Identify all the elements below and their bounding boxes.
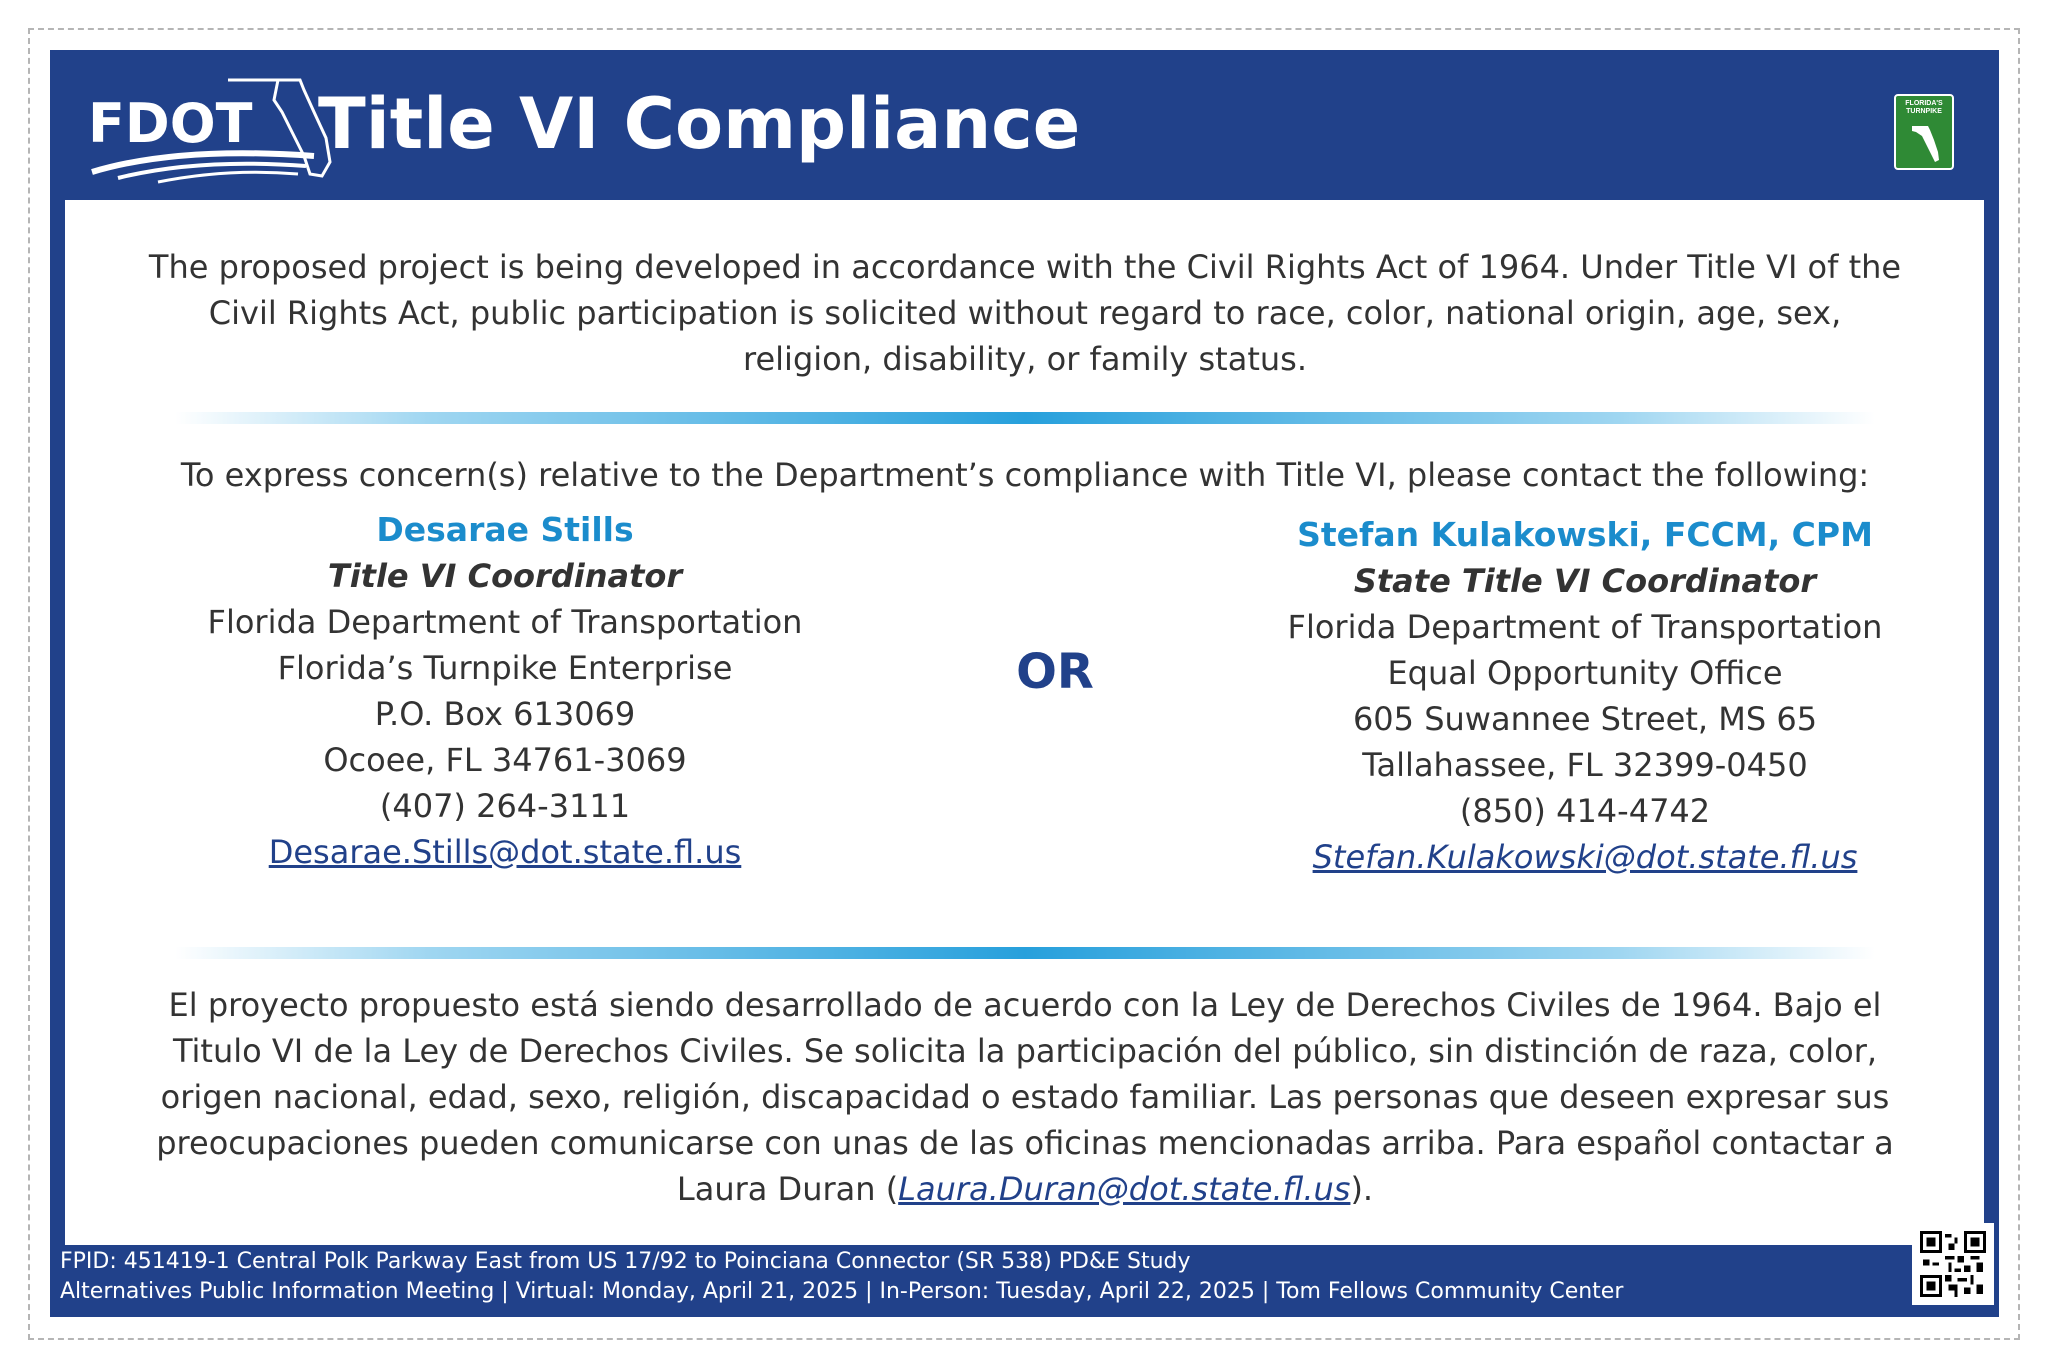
footer-project-line: FPID: 451419-1 Central Polk Parkway East from US 17/92 to Poinciana Connector (SR 538) PD&E Study <box>60 1249 1191 1274</box>
qr-code-icon <box>1920 1231 1986 1297</box>
spanish-email-link[interactable]: Laura.Duran@dot.state.fl.us <box>898 1170 1351 1208</box>
fdot-logo-text: FDOT <box>88 92 253 155</box>
or-separator: OR <box>1016 644 1094 700</box>
fdot-logo-icon <box>78 72 340 184</box>
intro-paragraph: The proposed project is being developed in accordance with the Civil Rights Act of 1964. Under Title VI of the Civil Rights Act, public participation is solicited without regard to race, color, national origin, age, sex, religion, disability, or family status. <box>148 248 1902 378</box>
contact-phone: (407) 264-3111 <box>379 787 631 825</box>
contact-role: State Title VI Coordinator <box>1353 562 1817 600</box>
footer-meeting-line: Alternatives Public Information Meeting | Virtual: Monday, April 21, 2025 | In-Person: Tuesday, April 22, 2025 | Tom Fellows Community Center <box>60 1279 1624 1304</box>
turnpike-badge-text: FLORIDA'S TURNPIKE <box>1905 100 1943 116</box>
qr-code-frame <box>1912 1223 1994 1305</box>
contact-name: Desarae Stills <box>376 510 634 549</box>
contact-prompt: To express concern(s) relative to the Department’s compliance with Title VI, please contact the following: <box>180 456 1870 494</box>
divider-bottom <box>175 947 1875 959</box>
divider-top <box>175 412 1875 424</box>
contact-name: Stefan Kulakowski, FCCM, CPM <box>1297 515 1873 554</box>
contact-division: Florida’s Turnpike Enterprise <box>277 649 733 687</box>
header-bar <box>50 50 1999 200</box>
florida-turnpike-logo <box>1894 94 1954 170</box>
footer-info <box>60 1247 1910 1307</box>
page-title: Title VI Compliance <box>318 83 1081 165</box>
title-vi-card <box>50 50 1999 1317</box>
spanish-paragraph <box>135 982 1915 1212</box>
contact-address: P.O. Box 613069 <box>374 695 636 733</box>
contact-role: Title VI Coordinator <box>327 557 683 595</box>
spanish-suffix: ). <box>1350 1170 1374 1208</box>
florida-map-icon <box>1910 122 1942 164</box>
contact-city: Ocoee, FL 34761-3069 <box>323 741 687 779</box>
spanish-text: El proyecto propuesto está siendo desarrollado de acuerdo con la Ley de Derechos Civiles de 1964. Bajo el Titulo VI de la Ley de Derechos Civiles. Se solicita la participación del público, sin distinción de raza, color, origen nacional, edad, sexo, religión, discapacidad o estado familiar. Las personas que deseen expresar sus preocupaciones pueden comunicarse con unas de las oficinas mencionadas arriba. Para español contactar a Laura Duran ( <box>156 986 1894 1208</box>
contact-organization: Florida Department of Transportation <box>1287 608 1883 646</box>
contact-email-link[interactable]: Desarae.Stills@dot.state.fl.us <box>268 833 742 871</box>
contact-email-link[interactable]: Stefan.Kulakowski@dot.state.fl.us <box>1312 838 1858 876</box>
contact-phone: (850) 414-4742 <box>1459 792 1711 830</box>
contact-card-state <box>1185 512 1985 880</box>
contact-division: Equal Opportunity Office <box>1387 654 1783 692</box>
contact-organization: Florida Department of Transportation <box>207 603 803 641</box>
contact-address: 605 Suwannee Street, MS 65 <box>1352 700 1818 738</box>
content-panel <box>65 200 1984 1245</box>
contact-city: Tallahassee, FL 32399-0450 <box>1362 746 1808 784</box>
contact-card-regional <box>185 507 825 875</box>
